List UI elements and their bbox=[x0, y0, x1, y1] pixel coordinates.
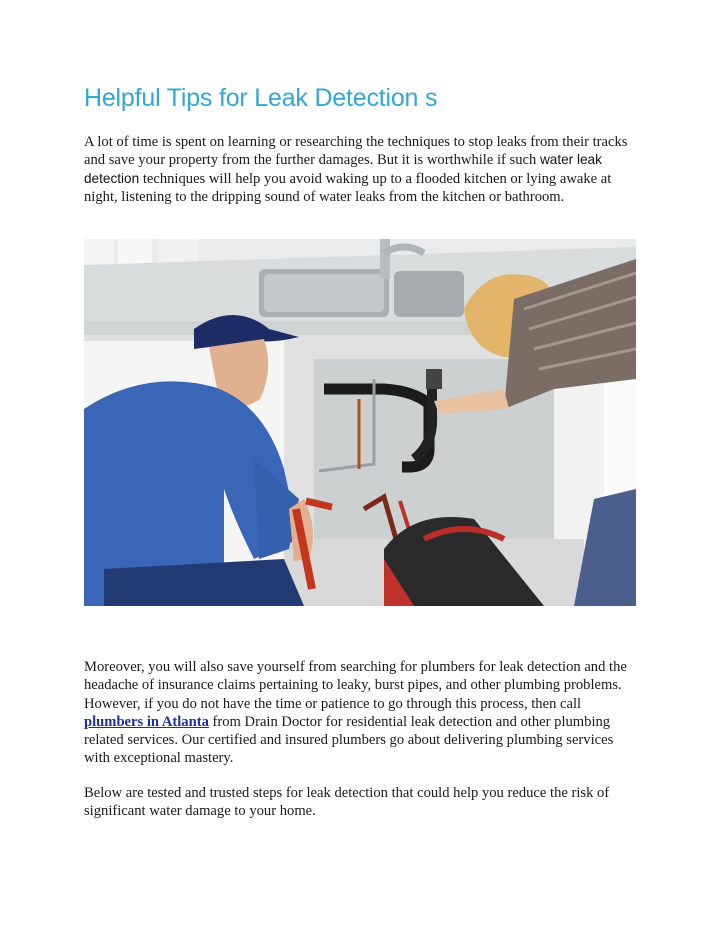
intro-text-2: techniques will help you avoid waking up to a flooded kitchen or lying awake at night, listening to the dripping sound of water leaks from the kitchen or bathroom. bbox=[84, 170, 612, 205]
plumbers-under-sink-image bbox=[84, 239, 636, 606]
body-text-2: from Drain Doctor for residential leak detection and other plumbing related services. Our certified and insured plumbers go about delivering plumbing services with exceptional mastery. bbox=[84, 713, 614, 767]
intro-paragraph bbox=[84, 133, 640, 206]
body-paragraph-1 bbox=[84, 658, 640, 768]
intro-text-1: A lot of time is spent on learning or researching the techniques to stop leaks from their tracks and save your property from the further damages. But it is worthwhile if such bbox=[84, 134, 628, 169]
water-leak-detection-text: water leak detection bbox=[84, 152, 602, 186]
body-text-1: Moreover, you will also save yourself from searching for plumbers for leak detection and the headache of insurance claims pertaining to leaky, burst pipes, and other plumbing problems. However, if you do not have the time or patience to go through this process, then call bbox=[84, 659, 627, 712]
body-paragraph-2: Below are tested and trusted steps for leak detection that could help you reduce the risk of significant water damage to your home. bbox=[84, 785, 610, 820]
plumbers-in-atlanta-link[interactable]: plumbers in Atlanta bbox=[84, 713, 209, 730]
page-title: Helpful Tips for Leak Detection s bbox=[84, 84, 438, 112]
